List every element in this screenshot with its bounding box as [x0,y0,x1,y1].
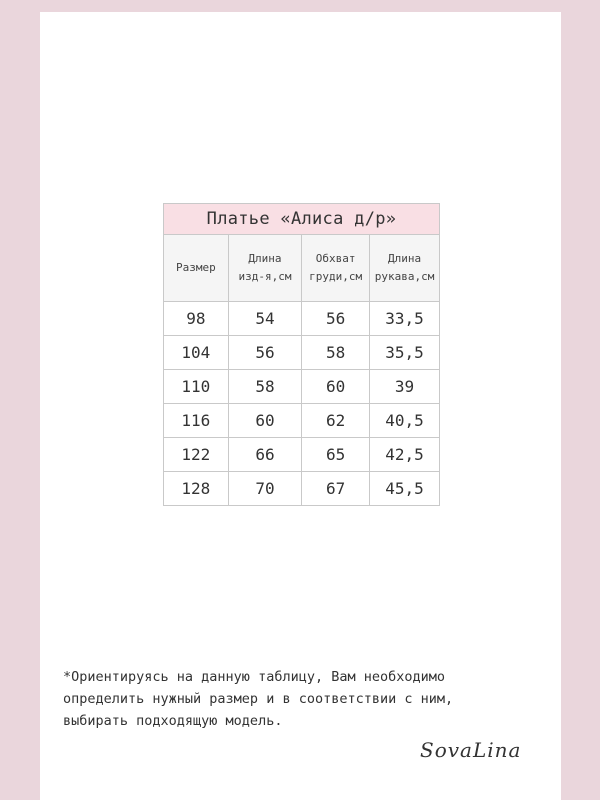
cell-chest: 62 [302,404,370,438]
header-length-line2: изд-я,см [238,270,292,283]
cell-size: 104 [164,336,229,370]
cell-chest: 60 [302,370,370,404]
table-row [164,472,440,506]
cell-length: 58 [228,370,302,404]
cell-sleeve: 33,5 [370,302,440,336]
header-length-line1: Длина [248,252,282,265]
note-line: определить нужный размер и в соответствии с ним, [63,691,454,707]
cell-sleeve: 42,5 [370,438,440,472]
cell-length: 60 [228,404,302,438]
table-row [164,336,440,370]
cell-sleeve: 45,5 [370,472,440,506]
cell-sleeve: 40,5 [370,404,440,438]
cell-size: 110 [164,370,229,404]
header-size [164,235,229,302]
brand-logo: SovaLina [420,738,522,762]
header-sleeve [370,235,440,302]
table-row [164,438,440,472]
header-sleeve-line1: Длина [387,252,422,265]
table-title-row [164,204,440,235]
cell-sleeve: 39 [370,370,440,404]
cell-length: 66 [228,438,302,472]
cell-size: 98 [164,302,229,336]
cell-chest: 67 [302,472,370,506]
note-line: выбирать подходящую модель. [63,713,283,729]
cell-size: 128 [164,472,229,506]
table-header-row [164,235,440,302]
header-chest-line2: груди,см [309,270,363,283]
table-title: Платье «Алиса д/р» [164,204,440,235]
cell-length: 70 [228,472,302,506]
cell-sleeve: 35,5 [370,336,440,370]
cell-size: 116 [164,404,229,438]
size-note [63,666,523,732]
table-row [164,302,440,336]
header-sleeve-line2: рукава,см [374,270,435,283]
cell-length: 54 [228,302,302,336]
cell-chest: 65 [302,438,370,472]
header-chest-line1: Обхват [315,252,356,265]
note-line: *Ориентируясь на данную таблицу, Вам необходимо [63,669,446,685]
cell-chest: 56 [302,302,370,336]
header-chest [302,235,370,302]
header-size-label: Размер [175,261,216,274]
table-row [164,370,440,404]
table-row [164,404,440,438]
cell-size: 122 [164,438,229,472]
cell-chest: 58 [302,336,370,370]
header-length [228,235,302,302]
size-table [163,203,440,506]
cell-length: 56 [228,336,302,370]
